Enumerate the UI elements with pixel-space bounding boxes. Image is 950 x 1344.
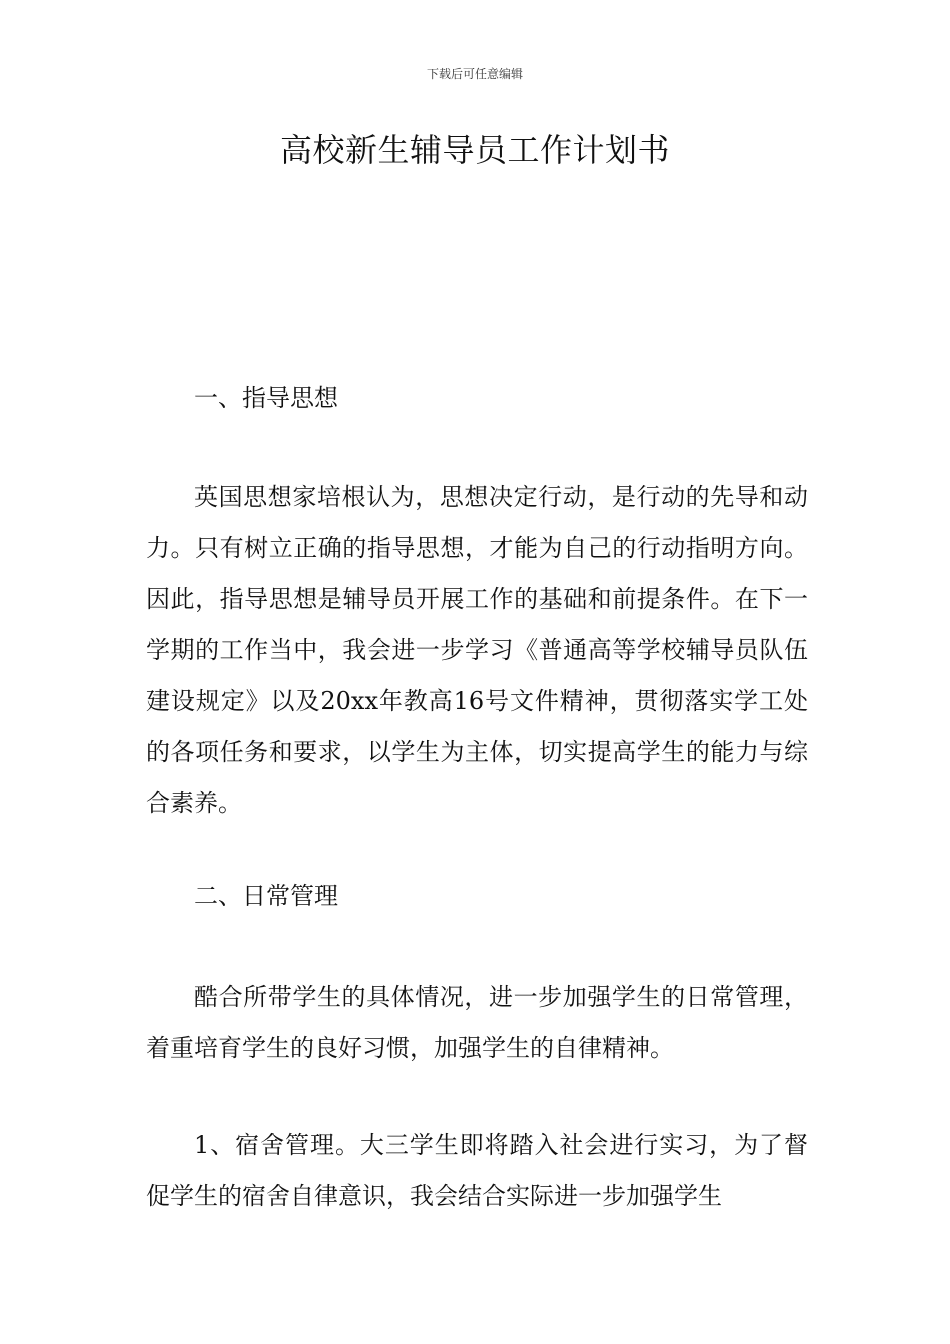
download-note: 下载后可任意编辑 [426,67,523,81]
section-paragraph-guiding-ideology: 英国思想家培根认为，思想决定行动，是行动的先导和动力。只有树立正确的指导思想，才能为自己的行动指明方向。因此，指导思想是辅导员开展工作的基础和前提条件。在下一学期的工作当中，我会进一步学习《普通高等学校辅导员队伍建设规定》以及20xx年教高16号文件精神，贯彻落实学工处的各项任务和要求，以学生为主体，切实提高学生的能力与综合素养。 [146,483,808,817]
section-paragraph-daily-management: 酷合所带学生的具体情况，进一步加强学生的日常管理，着重培育学生的良好习惯，加强学生的自律精神。 [146,983,808,1062]
section-heading-guiding-ideology: 一、指导思想 [194,384,338,412]
list-item-dorm-management: 1、宿舍管理。大三学生即将踏入社会进行实习，为了督促学生的宿舍自律意识，我会结合实际进一步加强学生 [146,1131,808,1210]
section-heading-daily-management: 二、日常管理 [194,882,338,910]
document-title: 高校新生辅导员工作计划书 [279,131,670,169]
